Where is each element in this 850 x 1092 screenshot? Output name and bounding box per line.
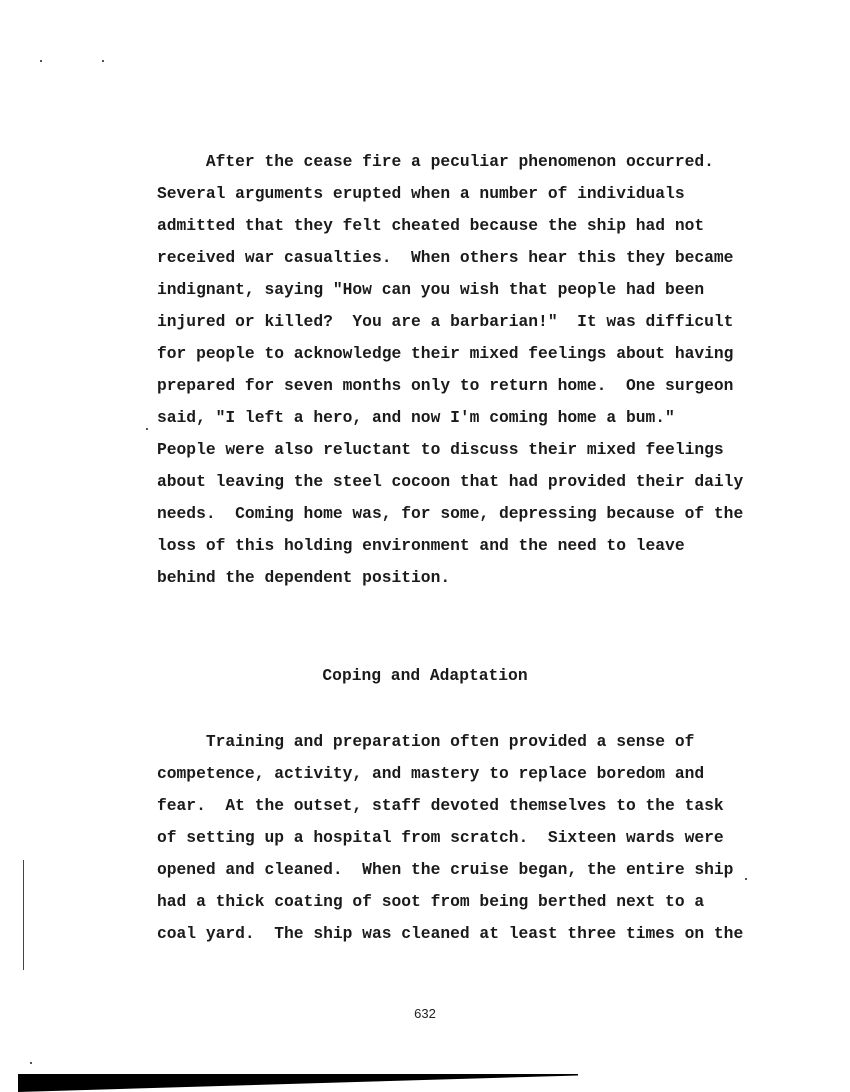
text-line: for people to acknowledge their mixed feelings about having bbox=[157, 344, 734, 363]
text-line: about leaving the steel cocoon that had provided their daily bbox=[157, 472, 744, 491]
page-number: 632 bbox=[414, 1006, 436, 1021]
text-line: indignant, saying "How can you wish that people had been bbox=[157, 280, 705, 299]
text-line: injured or killed? You are a barbarian!" It was difficult bbox=[157, 312, 734, 331]
scan-speck bbox=[40, 60, 42, 62]
text-line: Training and preparation often provided a sense of bbox=[157, 732, 695, 751]
text-line: After the cease fire a peculiar phenomenon occurred. bbox=[157, 152, 714, 171]
text-line: of setting up a hospital from scratch. Sixteen wards were bbox=[157, 828, 724, 847]
scan-speck bbox=[745, 878, 747, 880]
text-line: prepared for seven months only to return home. One surgeon bbox=[157, 376, 734, 395]
text-line: needs. Coming home was, for some, depressing because of the bbox=[157, 504, 744, 523]
text-line: coal yard. The ship was cleaned at least three times on the bbox=[157, 924, 744, 943]
text-line: Several arguments erupted when a number of individuals bbox=[157, 184, 685, 203]
scan-speck bbox=[146, 428, 148, 430]
scan-edge-shadow bbox=[18, 1074, 578, 1092]
text-line: competence, activity, and mastery to replace boredom and bbox=[157, 764, 705, 783]
section-heading: Coping and Adaptation bbox=[322, 666, 528, 685]
text-line: opened and cleaned. When the cruise began, the entire ship bbox=[157, 860, 734, 879]
text-line: received war casualties. When others hear this they became bbox=[157, 248, 734, 267]
text-line: admitted that they felt cheated because the ship had not bbox=[157, 216, 705, 235]
text-line: fear. At the outset, staff devoted themselves to the task bbox=[157, 796, 724, 815]
text-line: behind the dependent position. bbox=[157, 568, 451, 587]
text-line: said, "I left a hero, and now I'm coming home a bum." bbox=[157, 408, 675, 427]
text-line: loss of this holding environment and the need to leave bbox=[157, 536, 685, 555]
scan-speck bbox=[102, 60, 104, 62]
text-line: had a thick coating of soot from being berthed next to a bbox=[157, 892, 705, 911]
scan-margin-line bbox=[23, 860, 24, 970]
text-line: People were also reluctant to discuss their mixed feelings bbox=[157, 440, 724, 459]
scan-speck bbox=[30, 1062, 32, 1064]
